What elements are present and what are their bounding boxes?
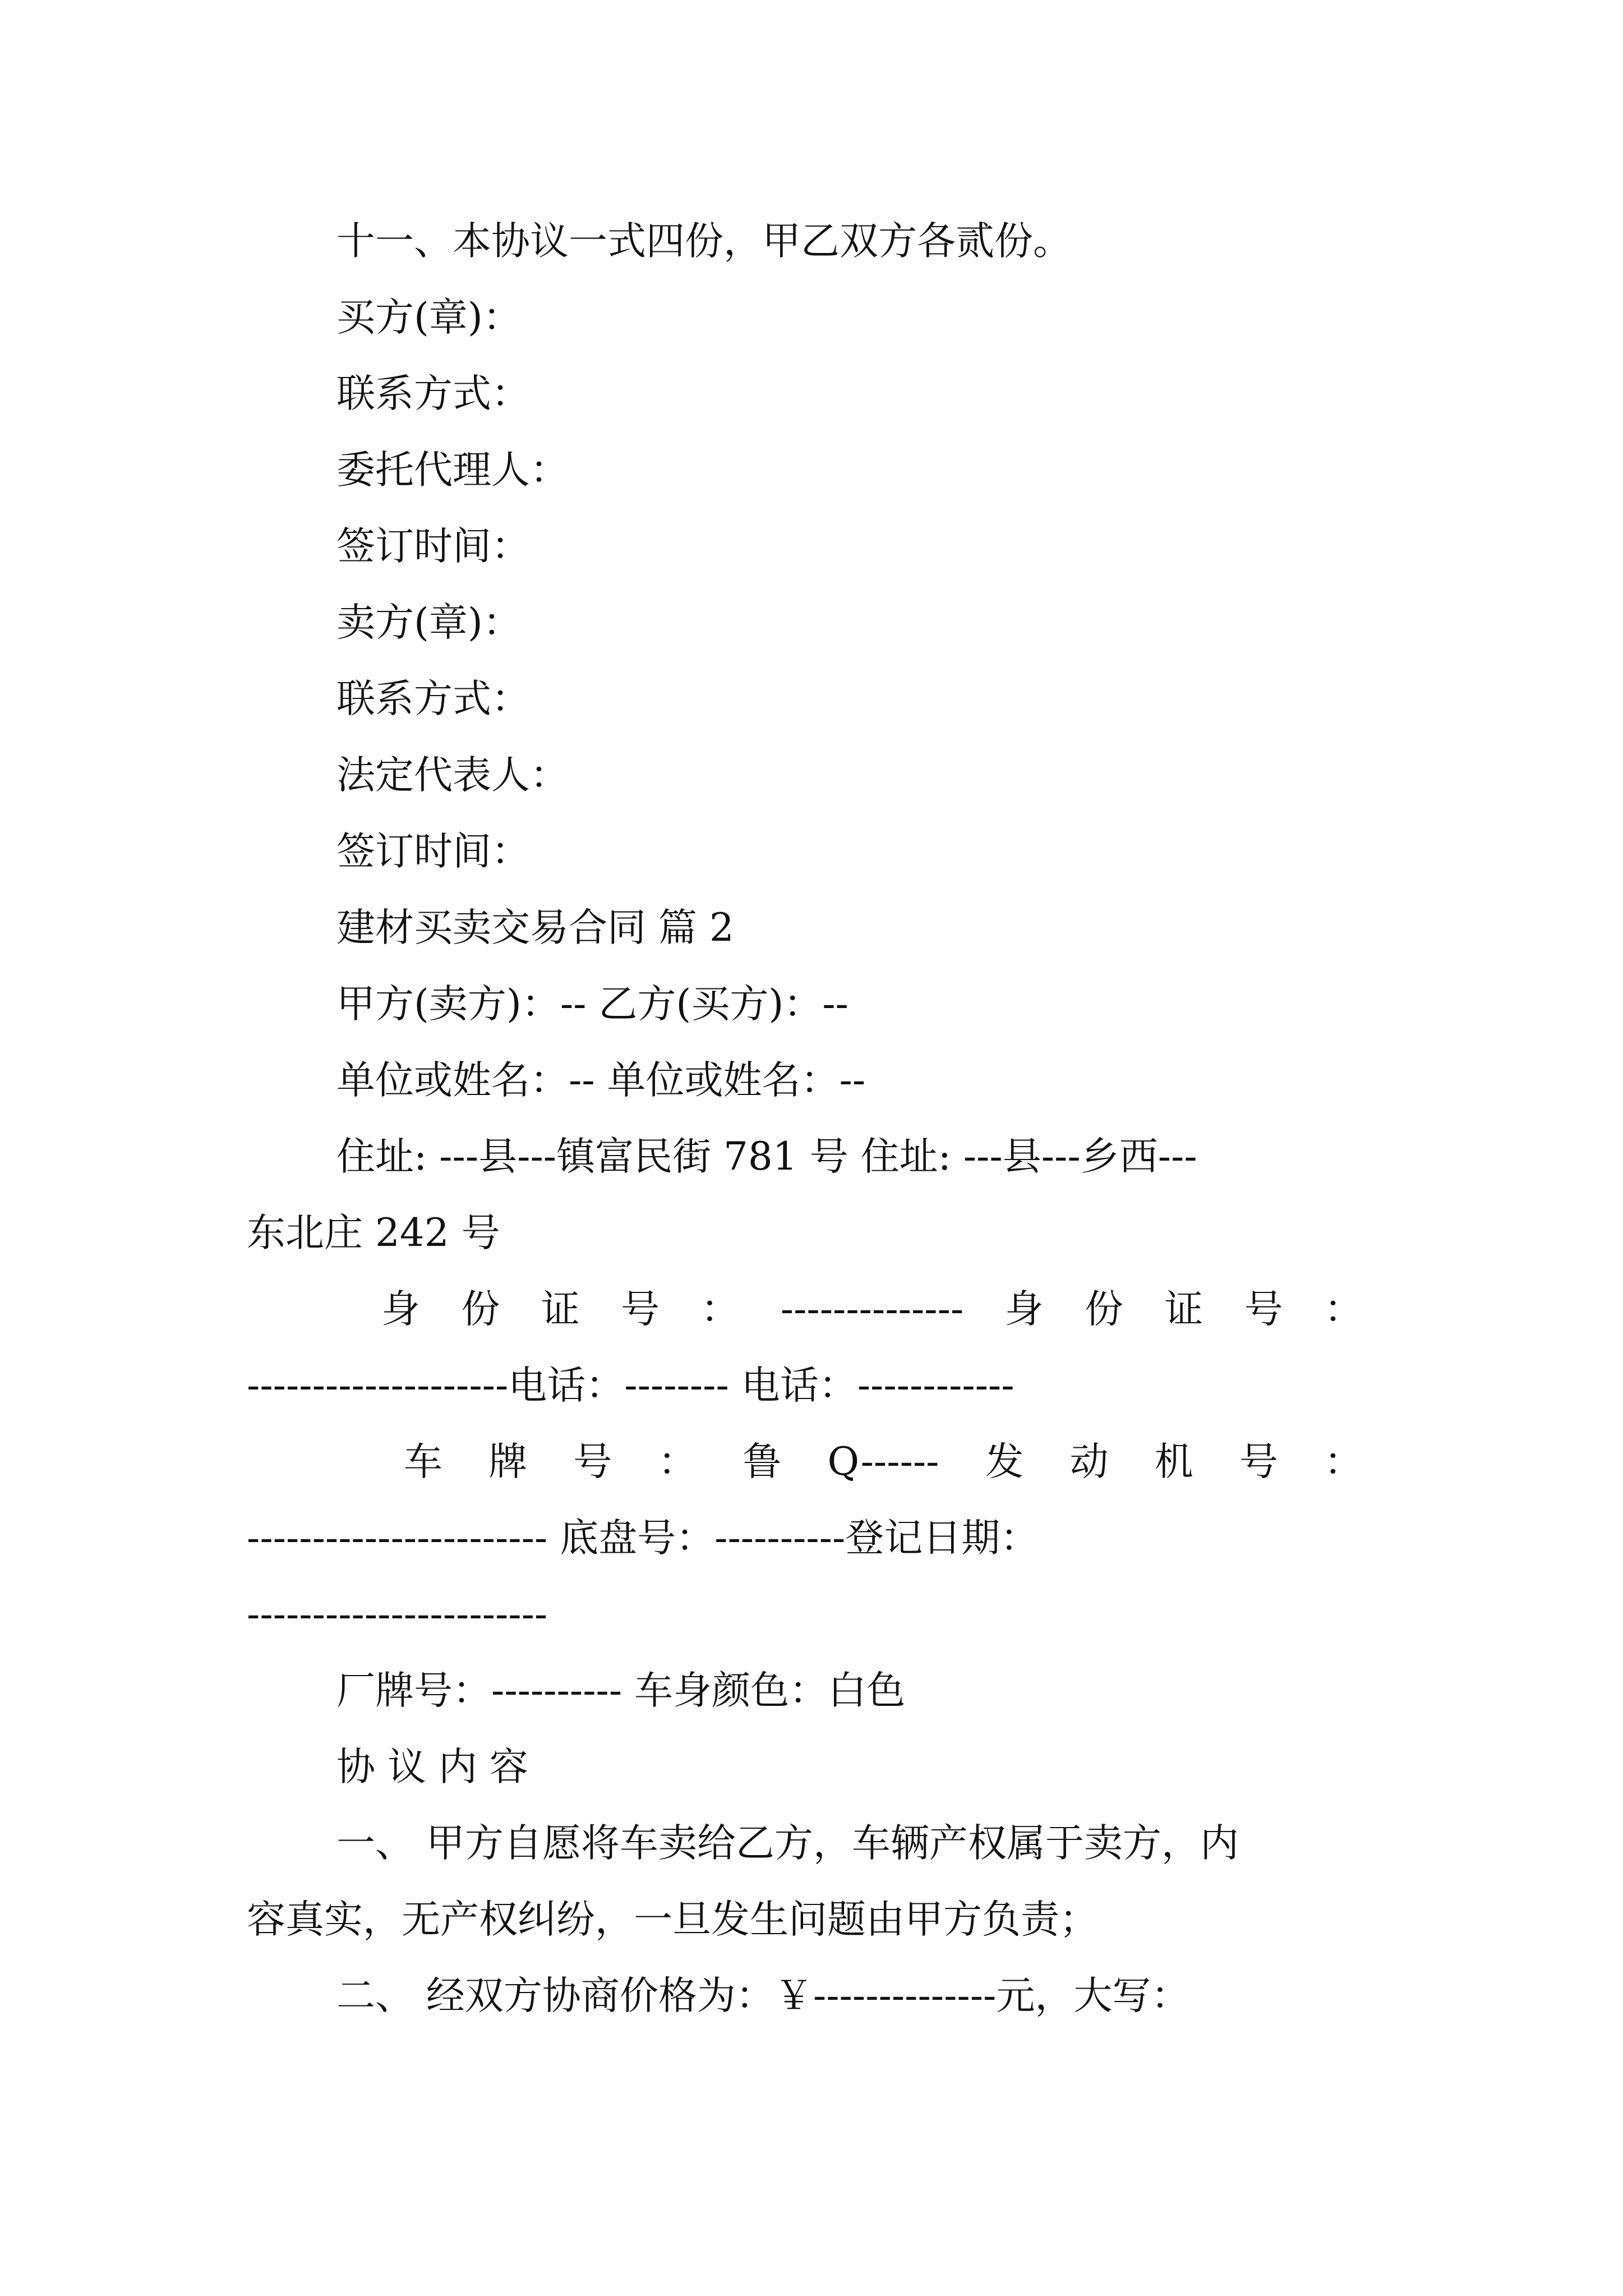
- address-line: 住址: ---县---镇富民街 781 号 住址: ---县---乡西---: [336, 1134, 1197, 1179]
- id-char: 身: [381, 1287, 420, 1332]
- buyer-sign-date-label: 签订时间：: [336, 524, 530, 569]
- date-dashes-line: -----------------------: [247, 1592, 548, 1637]
- seller-sign-date-label: 签订时间：: [336, 829, 530, 874]
- agreement-heading: 协 议 内 容: [336, 1745, 528, 1789]
- id-char: 号: [621, 1287, 660, 1332]
- chassis-date-line: ----------------------- 底盘号：----------登记日期：: [247, 1516, 1039, 1561]
- plate-char: ：: [658, 1439, 697, 1484]
- section-heading: 建材买卖交易合同 篇 2: [336, 905, 734, 950]
- seller-contact-label: 联系方式：: [336, 677, 530, 721]
- id-char: ：: [1324, 1287, 1363, 1332]
- plate-char: 车: [404, 1439, 442, 1484]
- plate-engine-line: [404, 1439, 1363, 1484]
- plate-char: ：: [1324, 1439, 1363, 1484]
- seller-seal-label: 卖方(章)：: [336, 600, 522, 645]
- buyer-seal-label: 买方(章)：: [336, 295, 522, 340]
- party-line: 甲方(卖方)：-- 乙方(买方)：--: [336, 982, 849, 1027]
- plate-char: 发: [985, 1439, 1024, 1484]
- plate-number: Q------: [827, 1439, 939, 1484]
- brand-color-line: 厂牌号：---------- 车身颜色：白色: [336, 1668, 906, 1713]
- clause-eleven: 十一、本协议一式四份，甲乙双方各贰份。: [336, 219, 1072, 264]
- plate-char: 号: [573, 1439, 612, 1484]
- id-char: 证: [541, 1287, 580, 1332]
- plate-char: 鲁: [743, 1439, 782, 1484]
- id-char: ：: [700, 1287, 740, 1332]
- buyer-agent-label: 委托代理人：: [336, 448, 569, 493]
- id-dashes: --------------: [780, 1287, 964, 1332]
- clause-one-continuation: 容真实，无产权纠纷，一旦发生问题由甲方负责；: [247, 1897, 1098, 1942]
- id-char: 份: [1084, 1287, 1123, 1332]
- plate-char: 动: [1069, 1439, 1109, 1484]
- id-number-line: [381, 1287, 1363, 1332]
- seller-legal-rep-label: 法定代表人：: [336, 753, 569, 798]
- id-char: 证: [1164, 1287, 1204, 1332]
- buyer-contact-label: 联系方式：: [336, 371, 530, 416]
- address-continuation: 东北庄 242 号: [247, 1211, 500, 1255]
- clause-two: 二、 经双方协商价格为：￥--------------元，大写：: [336, 1973, 1190, 2018]
- id-char: 份: [461, 1287, 500, 1332]
- phone-line: --------------------电话：-------- 电话：------------: [247, 1363, 1015, 1408]
- plate-char: 号: [1239, 1439, 1278, 1484]
- id-char: 身: [1004, 1287, 1044, 1332]
- plate-char: 牌: [488, 1439, 528, 1484]
- id-char: 号: [1244, 1287, 1283, 1332]
- plate-char: 机: [1154, 1439, 1193, 1484]
- unit-name-line: 单位或姓名：-- 单位或姓名：--: [336, 1058, 866, 1103]
- clause-one: 一、 甲方自愿将车卖给乙方，车辆产权属于卖方，内: [336, 1821, 1239, 1866]
